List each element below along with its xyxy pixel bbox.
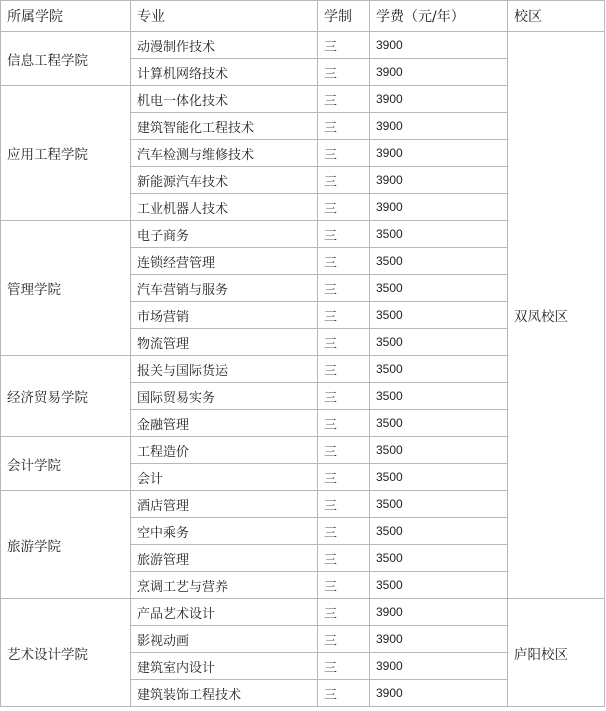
fee-cell: 3900 — [370, 167, 508, 194]
header-duration: 学制 — [318, 1, 370, 32]
college-cell: 旅游学院 — [1, 491, 131, 599]
major-cell: 计算机网络技术 — [131, 59, 318, 86]
college-cell: 艺术设计学院 — [1, 599, 131, 707]
major-cell: 烹调工艺与营养 — [131, 572, 318, 599]
major-cell: 产品艺术设计 — [131, 599, 318, 626]
major-cell: 会计 — [131, 464, 318, 491]
duration-cell: 三 — [318, 410, 370, 437]
duration-cell: 三 — [318, 140, 370, 167]
header-campus: 校区 — [508, 1, 605, 32]
fee-cell: 3900 — [370, 653, 508, 680]
fee-cell: 3500 — [370, 275, 508, 302]
duration-cell: 三 — [318, 194, 370, 221]
fee-cell: 3500 — [370, 491, 508, 518]
header-row — [1, 1, 605, 32]
duration-cell: 三 — [318, 356, 370, 383]
college-cell: 管理学院 — [1, 221, 131, 356]
major-cell: 新能源汽车技术 — [131, 167, 318, 194]
duration-cell: 三 — [318, 329, 370, 356]
fee-cell: 3900 — [370, 194, 508, 221]
major-cell: 工业机器人技术 — [131, 194, 318, 221]
duration-cell: 三 — [318, 32, 370, 59]
major-cell: 连锁经营管理 — [131, 248, 318, 275]
major-cell: 动漫制作技术 — [131, 32, 318, 59]
duration-cell: 三 — [318, 302, 370, 329]
fee-cell: 3900 — [370, 59, 508, 86]
major-cell: 市场营销 — [131, 302, 318, 329]
duration-cell: 三 — [318, 680, 370, 707]
fee-cell: 3500 — [370, 302, 508, 329]
major-cell: 旅游管理 — [131, 545, 318, 572]
fee-cell: 3500 — [370, 356, 508, 383]
duration-cell: 三 — [318, 383, 370, 410]
major-cell: 报关与国际货运 — [131, 356, 318, 383]
fee-cell: 3500 — [370, 410, 508, 437]
duration-cell: 三 — [318, 113, 370, 140]
college-cell: 信息工程学院 — [1, 32, 131, 86]
duration-cell: 三 — [318, 599, 370, 626]
major-cell: 汽车营销与服务 — [131, 275, 318, 302]
major-cell: 建筑智能化工程技术 — [131, 113, 318, 140]
campus-cell: 庐阳校区 — [508, 599, 605, 707]
fee-cell: 3500 — [370, 221, 508, 248]
fee-cell: 3900 — [370, 599, 508, 626]
major-cell: 物流管理 — [131, 329, 318, 356]
major-cell: 工程造价 — [131, 437, 318, 464]
duration-cell: 三 — [318, 167, 370, 194]
college-cell: 经济贸易学院 — [1, 356, 131, 437]
duration-cell: 三 — [318, 59, 370, 86]
fee-cell: 3900 — [370, 32, 508, 59]
table-row — [1, 32, 605, 59]
fee-cell: 3500 — [370, 464, 508, 491]
fee-cell: 3500 — [370, 437, 508, 464]
major-cell: 建筑装饰工程技术 — [131, 680, 318, 707]
fee-cell: 3900 — [370, 680, 508, 707]
fee-cell: 3500 — [370, 518, 508, 545]
duration-cell: 三 — [318, 275, 370, 302]
table-row — [1, 599, 605, 626]
duration-cell: 三 — [318, 545, 370, 572]
header-fee: 学费（元/年） — [370, 1, 508, 32]
college-cell: 应用工程学院 — [1, 86, 131, 221]
fee-cell: 3500 — [370, 572, 508, 599]
college-cell: 会计学院 — [1, 437, 131, 491]
major-cell: 机电一体化技术 — [131, 86, 318, 113]
duration-cell: 三 — [318, 248, 370, 275]
fee-cell: 3500 — [370, 248, 508, 275]
major-cell: 空中乘务 — [131, 518, 318, 545]
duration-cell: 三 — [318, 86, 370, 113]
fee-cell: 3900 — [370, 86, 508, 113]
duration-cell: 三 — [318, 221, 370, 248]
major-cell: 影视动画 — [131, 626, 318, 653]
duration-cell: 三 — [318, 491, 370, 518]
fee-cell: 3500 — [370, 383, 508, 410]
fee-cell: 3500 — [370, 329, 508, 356]
header-major: 专业 — [131, 1, 318, 32]
major-cell: 汽车检测与维修技术 — [131, 140, 318, 167]
major-cell: 电子商务 — [131, 221, 318, 248]
fee-cell: 3900 — [370, 113, 508, 140]
duration-cell: 三 — [318, 518, 370, 545]
header-college: 所属学院 — [1, 1, 131, 32]
duration-cell: 三 — [318, 626, 370, 653]
duration-cell: 三 — [318, 464, 370, 491]
major-cell: 金融管理 — [131, 410, 318, 437]
major-cell: 建筑室内设计 — [131, 653, 318, 680]
major-cell: 酒店管理 — [131, 491, 318, 518]
duration-cell: 三 — [318, 572, 370, 599]
fee-cell: 3900 — [370, 626, 508, 653]
major-cell: 国际贸易实务 — [131, 383, 318, 410]
fee-cell: 3500 — [370, 545, 508, 572]
campus-cell: 双凤校区 — [508, 32, 605, 599]
duration-cell: 三 — [318, 437, 370, 464]
fee-cell: 3900 — [370, 140, 508, 167]
duration-cell: 三 — [318, 653, 370, 680]
